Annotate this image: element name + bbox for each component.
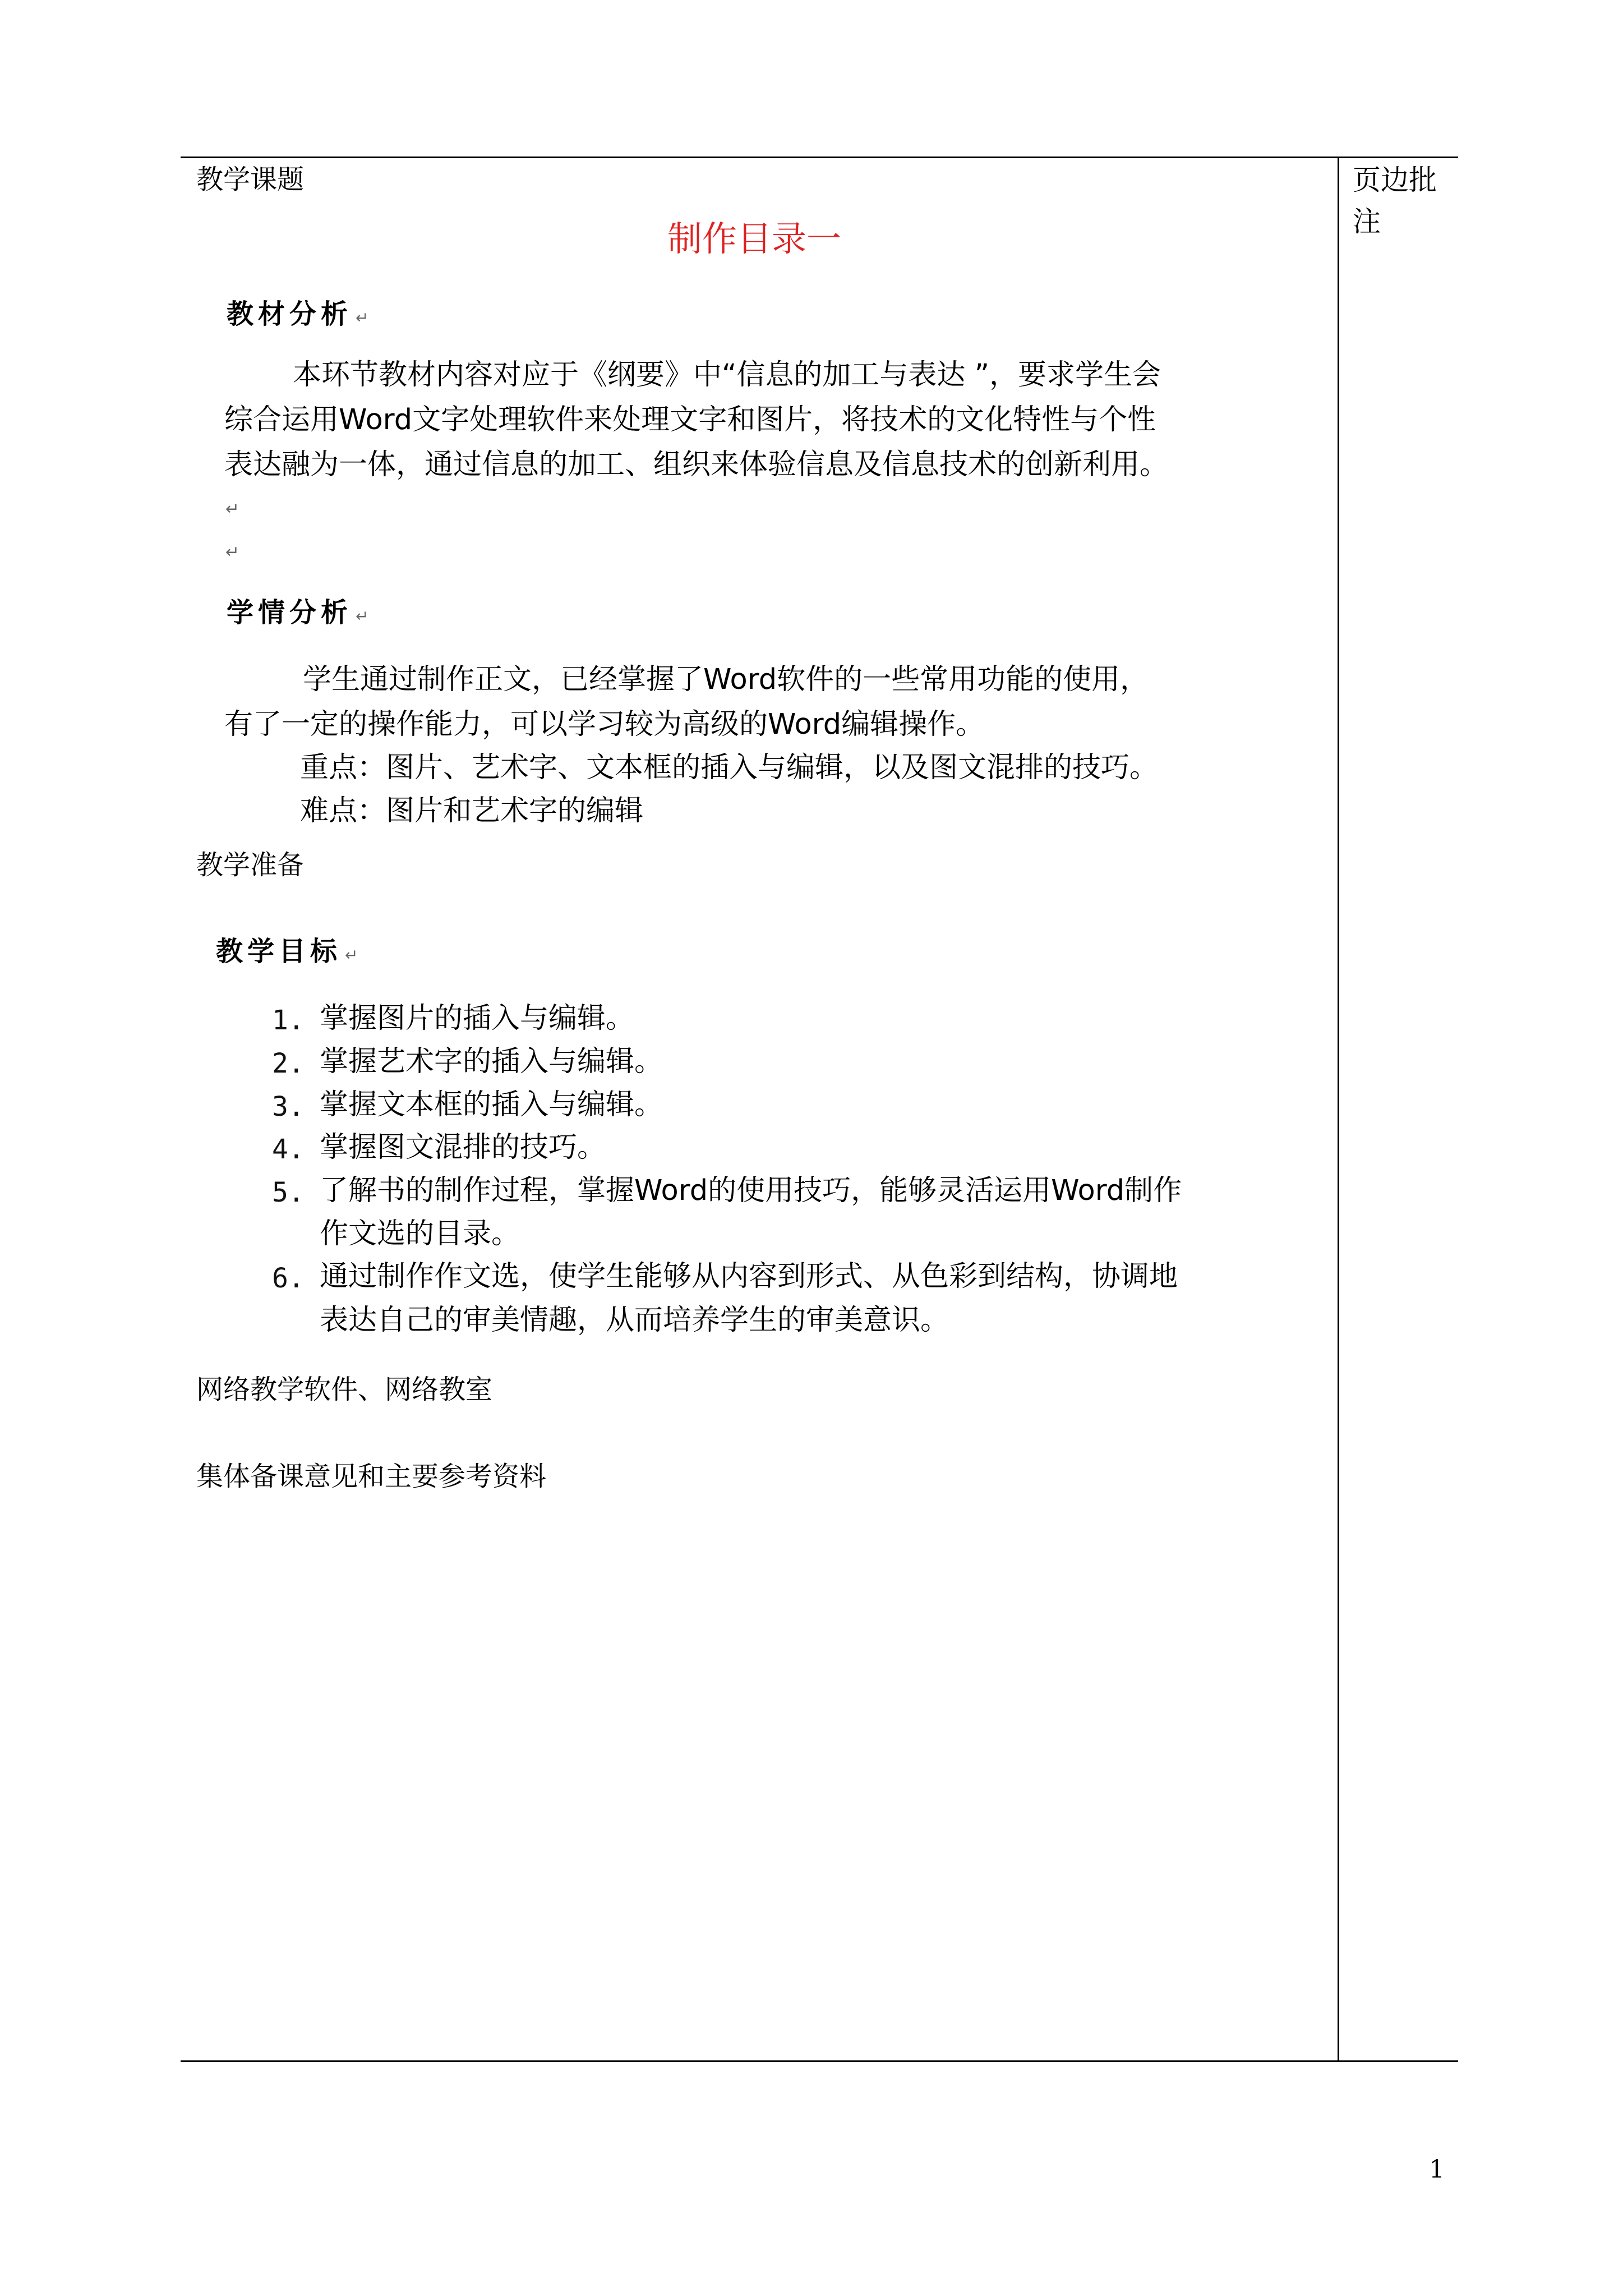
- materials-analysis-line: 综合运用Word文字处理软件来处理文字和图片，将技术的文化特性与个性: [224, 403, 1156, 436]
- bottom-rule: [181, 2060, 1458, 2062]
- materials-analysis-line: 表达融为一体，通过信息的加工、组织来体验信息及信息技术的创新利用。: [224, 448, 1169, 481]
- materials-analysis-heading-text: 教材分析: [227, 298, 353, 330]
- objective-item: 通过制作作文选，使学生能够从内容到形式、从色彩到结构，协调地: [320, 1260, 1178, 1293]
- learner-analysis-heading-text: 学情分析: [227, 597, 353, 628]
- objectives-heading-text: 教学目标: [216, 936, 342, 967]
- objective-item: 掌握图文混排的技巧。: [320, 1131, 606, 1164]
- difficulty-line: 难点：图片和艺术字的编辑: [300, 794, 644, 827]
- objective-number: 3.: [272, 1091, 305, 1122]
- objective-item: 了解书的制作过程，掌握Word的使用技巧，能够灵活运用Word制作: [320, 1174, 1182, 1207]
- objective-item: 掌握艺术字的插入与编辑。: [320, 1045, 663, 1078]
- objective-item-continued: 表达自己的审美情趣，从而培养学生的审美意识。: [320, 1304, 949, 1337]
- teaching-prep-label: 教学准备: [196, 849, 305, 881]
- objective-number: 4.: [272, 1134, 305, 1165]
- paragraph-mark: ↵: [345, 946, 358, 964]
- objective-number: 2.: [272, 1048, 305, 1079]
- objective-number: 6.: [272, 1263, 305, 1294]
- materials-analysis-line: 本环节教材内容对应于《纲要》中“信息的加工与表达 ”，要求学生会: [293, 358, 1161, 392]
- key-point-line: 重点：图片、艺术字、文本框的插入与编辑，以及图文混排的技巧。: [300, 751, 1159, 784]
- margin-note-label: 页边批注: [1353, 164, 1437, 238]
- objective-number: 5.: [272, 1177, 305, 1208]
- learner-analysis-line: 有了一定的操作能力，可以学习较为高级的Word编辑操作。: [224, 708, 985, 741]
- objective-number: 1.: [272, 1005, 305, 1036]
- paragraph-mark: ↵: [225, 542, 240, 562]
- page-number: 1: [1429, 2155, 1445, 2184]
- collective-prep-label: 集体备课意见和主要参考资料: [196, 1461, 547, 1492]
- objectives-heading: [216, 938, 358, 965]
- learner-analysis-line: 学生通过制作正文，已经掌握了Word软件的一些常用功能的使用，: [303, 663, 1149, 696]
- objective-item: 掌握图片的插入与编辑。: [320, 1002, 635, 1035]
- materials-analysis-heading: [227, 298, 369, 330]
- paragraph-mark: ↵: [225, 499, 240, 519]
- paragraph-mark: ↵: [356, 607, 369, 625]
- network-resources: 网络教学软件、网络教室: [196, 1374, 493, 1405]
- lesson-topic-label: 教学课题: [196, 164, 305, 195]
- top-rule: [181, 157, 1458, 158]
- margin-column-divider: [1338, 157, 1339, 2062]
- objective-item: 掌握文本框的插入与编辑。: [320, 1088, 663, 1121]
- learner-analysis-heading: [227, 599, 368, 626]
- paragraph-mark: ↵: [356, 309, 369, 327]
- lesson-title: 制作目录一: [667, 218, 842, 259]
- objective-item-continued: 作文选的目录。: [320, 1217, 520, 1250]
